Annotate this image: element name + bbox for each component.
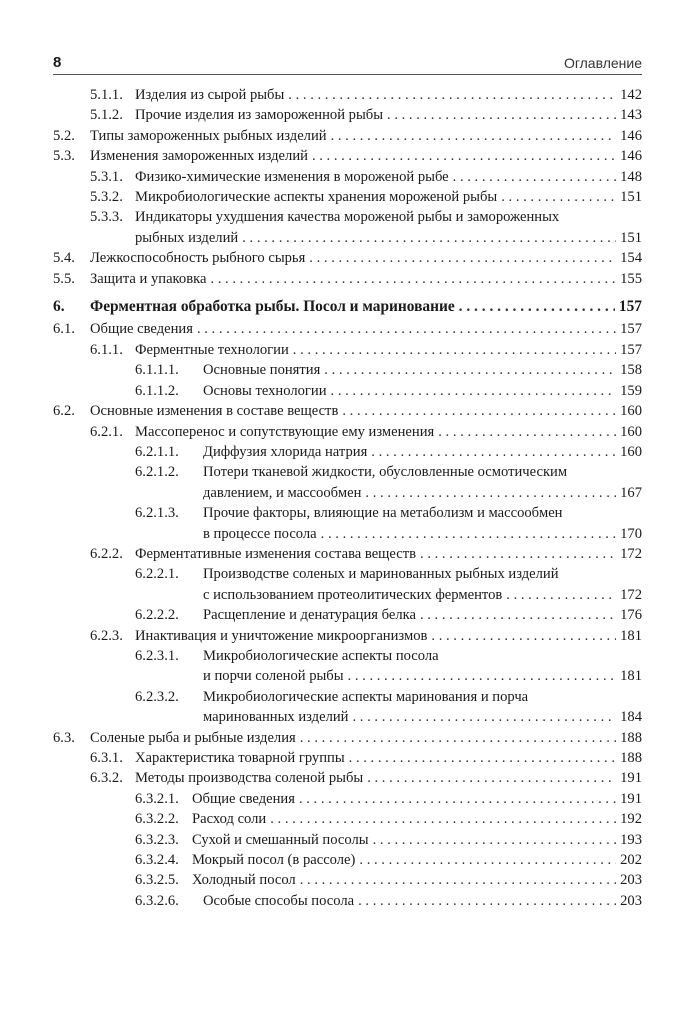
toc-entry-number: 5.3.3. xyxy=(90,209,123,226)
toc-dot-leader xyxy=(420,544,616,564)
toc-page-number: 203 xyxy=(620,892,642,909)
toc-entry-title: Потери тканевой жидкости, обусловленные осмотическим xyxy=(203,464,568,481)
toc-entry-title: Изменения замороженных изделий xyxy=(90,148,308,165)
toc-page-number: 188 xyxy=(620,750,642,766)
toc-entry-title: с использованием протеолитических ферментов xyxy=(203,586,503,603)
toc-entry[interactable] xyxy=(53,748,642,768)
toc-entry[interactable] xyxy=(53,248,642,268)
toc-entry-number: 6.1. xyxy=(53,321,75,338)
toc-entry-title: Ферментная обработка рыбы. Посол и маринование xyxy=(90,298,455,316)
toc-entry-title: Лежкоспособность рыбного сырья xyxy=(90,250,306,267)
toc-entry-number: 6.3.2.2. xyxy=(135,811,179,828)
toc-dot-leader xyxy=(349,748,616,768)
toc-dot-leader xyxy=(321,524,616,544)
toc-page-number: 191 xyxy=(620,790,642,807)
toc-page-number: 143 xyxy=(620,107,642,124)
toc-entry[interactable] xyxy=(53,269,642,289)
toc-entry-title: Прочие факторы, влияющие на метаболизм и массообмен xyxy=(203,505,563,522)
toc-entry-title: Основные понятия xyxy=(203,362,321,379)
toc-entry-title: Производстве соленых и маринованных рыбных изделий xyxy=(203,566,559,583)
toc-entry-title: рыбных изделий xyxy=(135,229,239,246)
toc-entry[interactable] xyxy=(53,167,642,187)
toc-page-number: 158 xyxy=(620,362,642,379)
toc-entry-number: 6.2.3.1. xyxy=(135,647,179,664)
page-header xyxy=(53,52,642,75)
toc-entry-title: Мокрый посол (в рассоле) xyxy=(192,852,356,869)
toc-entry[interactable] xyxy=(53,564,642,605)
toc-page-number: 151 xyxy=(620,189,642,206)
toc-entry-number: 6. xyxy=(53,298,65,316)
toc-entry-title: Диффузия хлорида натрия xyxy=(203,443,368,460)
toc-page-number: 203 xyxy=(620,872,642,889)
toc-entry[interactable] xyxy=(53,768,642,788)
toc-entry-title: Прочие изделия из замороженной рыбы xyxy=(135,107,384,124)
toc-entry-title: Основные изменения в составе веществ xyxy=(90,403,339,420)
toc-entry-number: 6.2.2.2. xyxy=(135,607,179,624)
toc-entry-number: 5.1.2. xyxy=(90,107,123,124)
toc-page-number: 157 xyxy=(620,341,642,358)
toc-entry[interactable] xyxy=(53,126,642,146)
toc-entry[interactable] xyxy=(53,207,642,248)
toc-page-number: 176 xyxy=(620,607,642,624)
toc-entry[interactable] xyxy=(53,297,642,317)
toc-page-number: 160 xyxy=(620,403,642,420)
toc-entry-number: 6.3.2.3. xyxy=(135,831,179,848)
toc-dot-leader xyxy=(324,360,616,380)
toc-entry[interactable] xyxy=(53,646,642,687)
toc-entry[interactable] xyxy=(53,105,642,125)
toc-entry-title: Ферментативные изменения состава веществ xyxy=(135,545,417,562)
toc-entry-number: 6.2.1.1. xyxy=(135,443,179,460)
toc-dot-leader xyxy=(387,105,616,125)
toc-entry-number: 6.3.1. xyxy=(90,750,123,766)
toc-entry[interactable] xyxy=(53,687,642,728)
running-title: Оглавление xyxy=(563,55,642,71)
toc-entry-title: Инактивация и уничтожение микроорганизмов xyxy=(135,627,428,644)
toc-page-number: 188 xyxy=(620,729,642,746)
toc-entry[interactable] xyxy=(53,381,642,401)
toc-dot-leader xyxy=(353,707,617,727)
toc-entry[interactable] xyxy=(53,187,642,207)
toc-entry-number: 5.3. xyxy=(53,148,75,165)
toc-entry[interactable] xyxy=(53,870,642,890)
toc-entry-number: 6.3.2.4. xyxy=(135,852,179,869)
toc-entry[interactable] xyxy=(53,340,642,360)
toc-dot-leader xyxy=(371,442,616,462)
toc-entry-title: Защита и упаковка xyxy=(90,270,207,287)
toc-entry[interactable] xyxy=(53,85,642,105)
toc-page-number: 184 xyxy=(620,709,642,726)
toc-entry-number: 6.1.1.1. xyxy=(135,362,179,379)
toc-dot-leader xyxy=(359,850,616,870)
toc-entry-number: 5.3.1. xyxy=(90,168,123,185)
toc-entry-number: 6.2.2. xyxy=(90,545,123,562)
toc-entry-title: Массоперенос и сопутствующие ему изменения xyxy=(135,423,435,440)
toc-dot-leader xyxy=(299,789,616,809)
toc-entry-title: Типы замороженных рыбных изделий xyxy=(90,127,327,144)
toc-entry-title: Микробиологические аспекты маринования и порча xyxy=(203,688,529,705)
toc-dot-leader xyxy=(300,870,616,890)
toc-entry-number: 5.5. xyxy=(53,270,75,287)
toc-dot-leader xyxy=(309,248,616,268)
toc-entry[interactable] xyxy=(53,422,642,442)
toc-dot-leader xyxy=(288,85,616,105)
toc-entry[interactable] xyxy=(53,544,642,564)
toc-entry-title: Методы производства соленой рыбы xyxy=(135,770,364,787)
table-of-contents xyxy=(53,85,642,911)
toc-entry-title: Соленые рыба и рыбные изделия xyxy=(90,729,296,746)
toc-entry[interactable] xyxy=(53,319,642,339)
toc-page-number: 191 xyxy=(620,770,642,787)
toc-dot-leader xyxy=(300,728,616,748)
toc-entry-number: 5.3.2. xyxy=(90,189,123,206)
toc-entry[interactable] xyxy=(53,626,642,646)
toc-entry-number: 6.3.2.1. xyxy=(135,790,179,807)
toc-page-number: 146 xyxy=(620,148,642,165)
toc-entry-number: 5.2. xyxy=(53,127,75,144)
toc-entry-number: 6.1.1.2. xyxy=(135,382,179,399)
toc-page-number: 160 xyxy=(620,423,642,440)
toc-page-number: 181 xyxy=(620,627,642,644)
toc-dot-leader xyxy=(293,340,616,360)
toc-entry-number: 6.3.2.5. xyxy=(135,872,179,889)
toc-entry-title: Изделия из сырой рыбы xyxy=(135,87,285,103)
toc-page-number: 157 xyxy=(620,321,642,338)
toc-page-number: 181 xyxy=(620,668,642,685)
toc-dot-leader xyxy=(501,187,616,207)
toc-entry[interactable] xyxy=(53,401,642,421)
toc-dot-leader xyxy=(312,146,616,166)
toc-entry[interactable] xyxy=(53,146,642,166)
toc-page-number: 160 xyxy=(620,443,642,460)
toc-entry-number: 6.3.2. xyxy=(90,770,123,787)
toc-entry[interactable] xyxy=(53,503,642,544)
toc-dot-leader xyxy=(365,483,616,503)
toc-entry-number: 6.2.2.1. xyxy=(135,566,179,583)
toc-entry-title: Характеристика товарной группы xyxy=(135,750,345,766)
toc-dot-leader xyxy=(210,269,616,289)
toc-entry-title: Расщепление и денатурация белка xyxy=(203,607,416,624)
toc-page-number: 193 xyxy=(620,831,642,848)
toc-page-number: 151 xyxy=(620,229,642,246)
toc-dot-leader xyxy=(506,585,616,605)
toc-entry-title: Сухой и смешанный посолы xyxy=(192,831,369,848)
toc-dot-leader xyxy=(331,126,616,146)
toc-dot-leader xyxy=(358,891,616,911)
toc-entry-number: 6.2.1. xyxy=(90,423,123,440)
page-number: 8 xyxy=(53,54,62,71)
toc-entry-title: давлением, и массообмен xyxy=(203,484,362,501)
toc-entry-title: Микробиологические аспекты хранения мороженой рыбы xyxy=(135,189,498,206)
toc-entry[interactable] xyxy=(53,605,642,625)
toc-entry-title: Общие сведения xyxy=(90,321,193,338)
toc-page-number: 167 xyxy=(620,484,642,501)
toc-page-number: 172 xyxy=(620,545,642,562)
toc-entry-title: Физико-химические изменения в мороженой рыбе xyxy=(135,168,449,185)
toc-entry-title: Расход соли xyxy=(192,811,267,828)
toc-entry-title: Холодный посол xyxy=(192,872,296,889)
toc-page-number: 146 xyxy=(620,127,642,144)
toc-dot-leader xyxy=(367,768,616,788)
toc-entry-number: 6.3.2.6. xyxy=(135,892,179,909)
toc-page-number: 202 xyxy=(620,852,642,869)
toc-entry[interactable] xyxy=(53,809,642,829)
toc-entry[interactable] xyxy=(53,728,642,748)
toc-dot-leader xyxy=(242,228,616,248)
toc-entry-title: Общие сведения xyxy=(192,790,295,807)
toc-dot-leader xyxy=(342,401,616,421)
toc-entry[interactable] xyxy=(53,891,642,911)
toc-dot-leader xyxy=(438,422,616,442)
toc-entry[interactable] xyxy=(53,442,642,462)
toc-entry-number: 6.2.1.2. xyxy=(135,464,179,481)
toc-entry-number: 6.2.3.2. xyxy=(135,688,179,705)
toc-dot-leader xyxy=(431,626,616,646)
toc-page-number: 170 xyxy=(620,525,642,542)
toc-dot-leader xyxy=(348,666,616,686)
toc-dot-leader xyxy=(270,809,616,829)
toc-page-number: 159 xyxy=(620,382,642,399)
toc-entry-number: 6.2. xyxy=(53,403,75,420)
toc-entry-number: 6.3. xyxy=(53,729,75,746)
toc-entry[interactable] xyxy=(53,462,642,503)
toc-entry-title: и порчи соленой рыбы xyxy=(203,668,344,685)
toc-entry[interactable] xyxy=(53,850,642,870)
toc-entry-number: 6.2.1.3. xyxy=(135,505,179,522)
toc-page-number: 172 xyxy=(620,586,642,603)
toc-entry-title: Микробиологические аспекты посола xyxy=(203,647,439,664)
toc-entry-title: Особые способы посола xyxy=(203,892,355,909)
toc-entry-title: Индикаторы ухудшения качества мороженой рыбы и замороженных xyxy=(135,209,560,226)
toc-entry-number: 6.1.1. xyxy=(90,341,123,358)
toc-dot-leader xyxy=(197,319,616,339)
toc-entry[interactable] xyxy=(53,360,642,380)
toc-page-number: 142 xyxy=(620,87,642,103)
toc-entry[interactable] xyxy=(53,789,642,809)
toc-page-number: 155 xyxy=(620,270,642,287)
toc-entry-number: 5.4. xyxy=(53,250,75,267)
toc-page-number: 148 xyxy=(620,168,642,185)
toc-entry-title: Ферментные технологии xyxy=(135,341,289,358)
toc-entry[interactable] xyxy=(53,830,642,850)
toc-entry-number: 6.2.3. xyxy=(90,627,123,644)
toc-page-number: 192 xyxy=(620,811,642,828)
toc-entry-title: в процессе посола xyxy=(203,525,317,542)
toc-page-number: 157 xyxy=(618,298,642,316)
toc-dot-leader xyxy=(373,830,616,850)
toc-page-number: 154 xyxy=(620,250,642,267)
toc-entry-number: 5.1.1. xyxy=(90,87,123,103)
toc-dot-leader xyxy=(453,167,616,187)
toc-dot-leader xyxy=(420,605,616,625)
toc-entry-title: маринованных изделий xyxy=(203,709,349,726)
toc-entry-title: Основы технологии xyxy=(203,382,327,399)
toc-dot-leader xyxy=(331,381,616,401)
toc-dot-leader xyxy=(459,297,615,317)
